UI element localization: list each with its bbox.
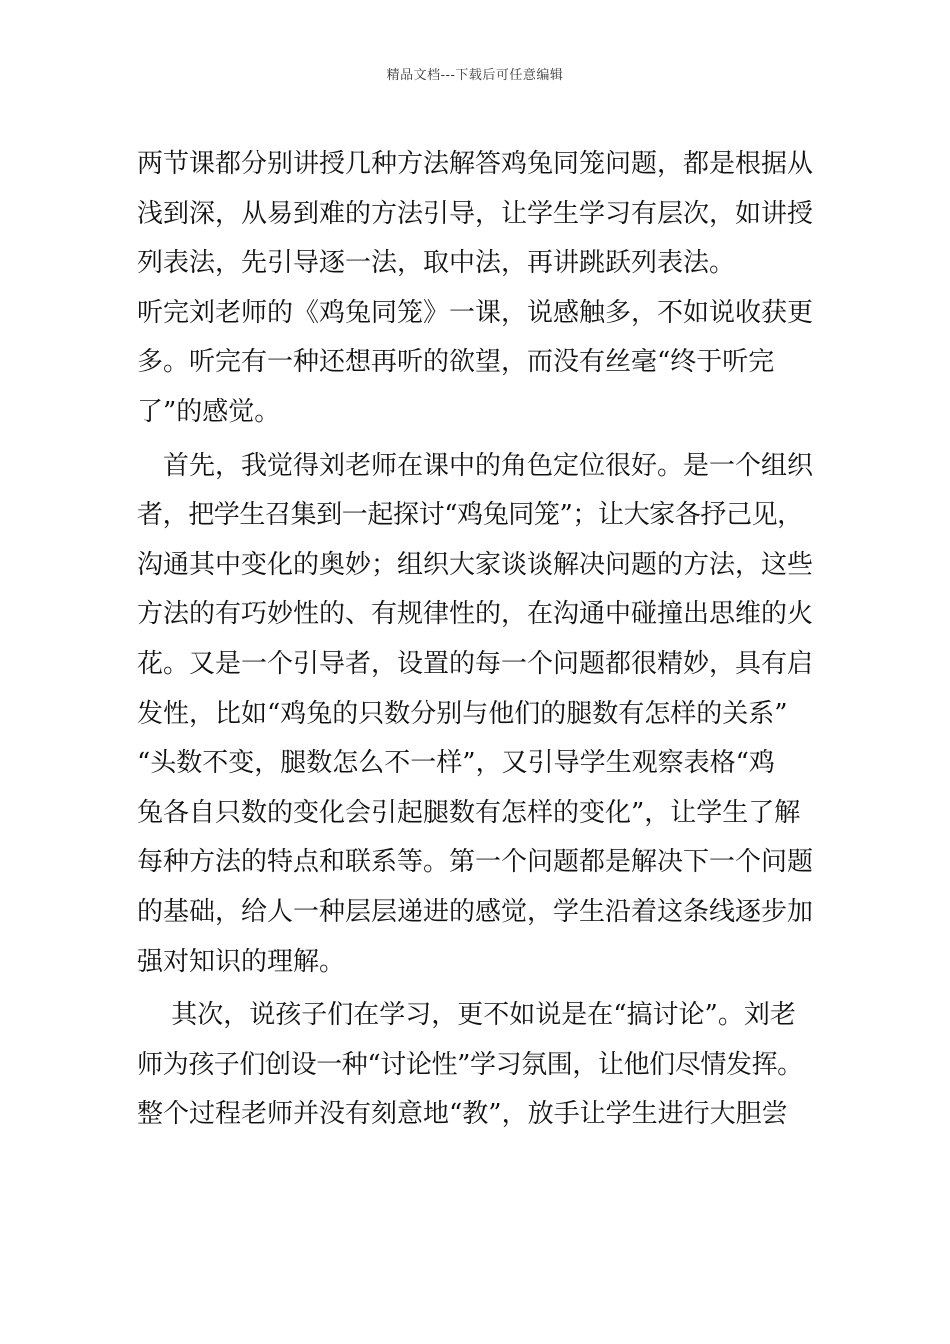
text-line: 发性，比如“鸡兔的只数分别与他们的腿数有怎样的关系” <box>137 698 788 729</box>
text-line: 兔各自只数的变化会引起腿数有怎样的变化”，让学生了解 <box>137 797 801 828</box>
text-line: 其次，说孩子们在学习，更不如说是在“搞讨论”。刘老 <box>137 1000 796 1031</box>
text-line: 的基础，给人一种层层递进的感觉，学生沿着这条线逐步加 <box>137 896 814 927</box>
text-line: 多。听完有一种还想再听的欲望，而没有丝毫“终于听完 <box>137 347 775 378</box>
text-line: 沟通其中变化的奥妙；组织大家谈谈解决问题的方法，这些 <box>137 549 814 580</box>
document-body <box>137 140 827 1140</box>
text-line: 每种方法的特点和联系等。第一个问题都是解决下一个问题 <box>137 847 814 878</box>
text-line: 方法的有巧妙性的、有规律性的，在沟通中碰撞出思维的火 <box>137 599 814 630</box>
text-line: 强对知识的理解。 <box>137 946 346 977</box>
text-line: 师为孩子们创设一种“讨论性”学习氛围，让他们尽情发挥。 <box>137 1049 803 1080</box>
text-line: 整个过程老师并没有刻意地“教”，放手让学生进行大胆尝 <box>137 1099 788 1130</box>
text-line: 花。又是一个引导者，设置的每一个问题都很精妙，具有启 <box>137 648 814 679</box>
text-line: 首先，我觉得刘老师在课中的角色定位很好。是一个组织 <box>137 450 814 481</box>
text-line: “头数不变，腿数怎么不一样”，又引导学生观察表格“鸡 <box>137 748 775 779</box>
text-line: 了”的感觉。 <box>137 396 281 427</box>
page-header: 精品文档---下载后可任意编辑 <box>386 68 564 83</box>
text-line: 听完刘老师的《鸡兔同笼》一课，说感触多，不如说收获更 <box>137 297 814 328</box>
text-line: 浅到深，从易到难的方法引导，让学生学习有层次，如讲授 <box>137 198 814 229</box>
text-line: 两节课都分别讲授几种方法解答鸡兔同笼问题，都是根据从 <box>137 149 814 179</box>
text-line: 者，把学生召集到一起探讨“鸡兔同笼”；让大家各抒己见， <box>137 500 803 531</box>
text-line: 列表法，先引导逐一法，取中法，再讲跳跃列表法。 <box>137 248 736 279</box>
